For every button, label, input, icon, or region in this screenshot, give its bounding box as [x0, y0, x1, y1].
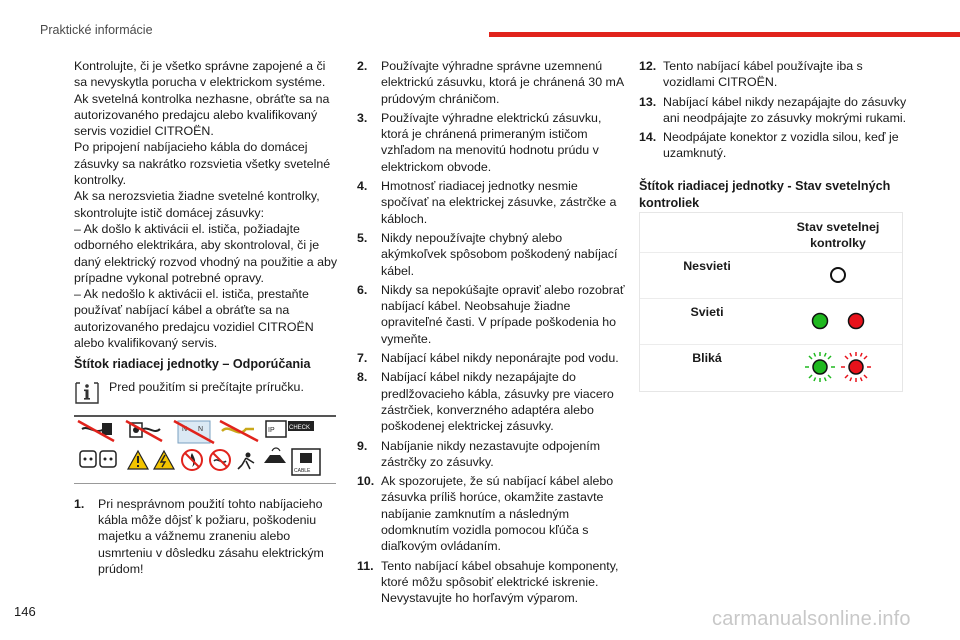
list-number: 10.: [357, 474, 375, 489]
list-item: [357, 438, 625, 471]
list-item: [357, 178, 625, 227]
list-number: 7.: [357, 351, 368, 366]
no-extension-cord-icon: [78, 421, 114, 441]
column-3: [639, 58, 907, 212]
table-header-status: Stav svetelnej kontrolky: [796, 220, 880, 250]
section-heading-indicator-status: Štítok riadiacej jednotky - Stav svetelných kontroliek: [639, 178, 891, 210]
label-letter-n1: N: [182, 425, 188, 433]
list-item: [639, 129, 907, 162]
list-text: Hmotnosť riadiacej jednotky nesmie spočívať na elektrickej zásuvke, zástrčke a kábloch.: [381, 179, 617, 226]
indicator-blinking-icon: [774, 345, 902, 391]
list-number: 13.: [639, 94, 657, 109]
list-text: Ak spozorujete, že sú nabíjací kábel alebo zásuvka príliš horúce, okamžite zastavte nabíjanie zamknutím a následným odomknutím vozidla pomocou kľúča s diaľkovým ovládaním.: [381, 474, 614, 554]
list-text: Nikdy nepoužívajte chybný alebo akýmkoľvek spôsobom poškodený nabíjací kábel.: [381, 230, 618, 278]
list-number: 9.: [357, 438, 368, 453]
socket-icon: [80, 451, 116, 467]
no-fire-icon: [182, 450, 202, 470]
paragraph: Kontrolujte, či je všetko správne zapojené a či sa nevyskytla porucha v elektrickom systéme.: [74, 59, 326, 90]
header-accent-bar: [489, 32, 960, 37]
table-row-blinking: [640, 344, 902, 391]
list-text: Nikdy sa nepokúšajte opraviť alebo rozobrať nabíjací kábel. Neobsahuje žiadne opraviteľné časti. V prípade poškodenia ho vymeňte.: [381, 282, 625, 346]
list-item: [639, 94, 907, 127]
control-unit-label-symbols: [74, 415, 336, 484]
list-item: [357, 110, 625, 175]
list-text: Tento nabíjací kábel používajte iba s vozidlami CITROËN.: [663, 59, 863, 90]
list-number: 14.: [639, 130, 657, 145]
list-number: 11.: [357, 558, 374, 573]
no-cable-pull-icon: [220, 421, 258, 441]
paragraph: – Ak nedošlo k aktivácii el. ističa, prestaňte používať nabíjací kábel a obráťte sa na autorizovaného predajcu vozidiel CITROËN alebo kvalifikovaný servis.: [74, 287, 314, 351]
row-label: Nesvieti: [683, 259, 731, 273]
list-text: Nabíjací kábel nikdy neponárajte pod vodu.: [381, 351, 619, 366]
warning-triangle-icon: [128, 451, 148, 469]
row-label: Svieti: [690, 305, 724, 319]
table-row-off: [640, 252, 902, 298]
list-number: 2.: [357, 59, 368, 73]
no-vehicle-crush-icon: [264, 448, 286, 463]
running-header: Praktické informácie: [40, 23, 153, 37]
list-item: [74, 496, 340, 577]
list-item: [357, 369, 625, 434]
paragraph: Po pripojení nabíjacieho kábla do domácej zásuvky sa nakrátko rozsvietia všetky svetelné kontrolky.: [74, 140, 331, 188]
note-text: Pred použitím si prečítajte príručku.: [109, 379, 304, 394]
ip-check-icon: [266, 421, 314, 437]
label-letter-check: CHECK: [289, 424, 311, 431]
manual-note: [74, 379, 340, 405]
row-label: Bliká: [692, 351, 722, 365]
column-1: [74, 58, 340, 580]
row-indicator: [774, 299, 902, 344]
paragraph: – Ak došlo k aktivácii el. ističa, požiadajte odborného elektrikára, aby skontroloval, či je daný elektrický rozvod vhodný na použitie a aby prípadne vykonal potrebné opravy.: [74, 221, 338, 285]
page-number: 146: [14, 604, 36, 619]
electric-hazard-icon: [154, 451, 174, 469]
list-text: Neodpájate konektor z vozidla silou, keď je uzamknutý.: [663, 130, 899, 161]
list-number: 12.: [639, 59, 657, 73]
list-text: Nabíjanie nikdy nezastavujte odpojením zástrčky zo zásuvky.: [381, 438, 601, 469]
row-indicator: [774, 253, 902, 298]
cable-handling-icon: [292, 449, 320, 475]
list-item: [639, 58, 907, 91]
list-item: [357, 230, 625, 279]
list-text: Používajte výhradne správne uzemnenú elektrickú zásuvku, ktorá je chránená 30 mA prúdovým chráničom.: [381, 59, 624, 106]
column-2: [357, 58, 625, 610]
list-text: Nabíjací kábel nikdy nezapájajte do zásuvky ani neodpájajte zo zásuvky mokrými rukami.: [663, 94, 907, 125]
indicator-status-table: [639, 212, 903, 392]
paragraph: Ak svetelná kontrolka nezhasne, obráťte sa na autorizovaného predajcu alebo kvalifikovaný servis vozidiel CITROËN.: [74, 91, 330, 139]
list-item: [357, 282, 625, 347]
indicator-on-icon: [774, 299, 902, 344]
label-letter-ip: IP: [268, 426, 275, 434]
read-manual-icon: [74, 379, 100, 405]
no-water-icon: [210, 450, 230, 470]
no-wet-handling-icon: [174, 421, 214, 443]
no-adapter-icon: [126, 421, 162, 441]
list-number: 6.: [357, 282, 368, 297]
list-item: [357, 58, 625, 107]
list-number: 5.: [357, 230, 368, 245]
list-item: [357, 350, 625, 366]
label-symbols-graphic: [74, 417, 336, 483]
section-heading-recommendations: Štítok riadiacej jednotky – Odporúčania: [74, 357, 311, 372]
label-letter-n2: N: [198, 425, 204, 433]
list-text: Nabíjací kábel nikdy nezapájajte do predlžovacieho kábla, zásuvky pre viacero zástrčiek, konverzného adaptéra alebo poškodenej elektrickej zásuvky.: [381, 370, 614, 434]
list-number: 4.: [357, 179, 368, 194]
no-trip-icon: [238, 452, 254, 469]
list-text: Pri nesprávnom použití tohto nabíjacieho kábla môže dôjsť k požiaru, poškodeniu majetku a vážnemu zraneniu alebo usmrteniu v dôsledku zásahu elektrickým prúdom!: [98, 496, 324, 576]
list-item: [357, 473, 625, 554]
paragraph: Ak sa nerozsvietia žiadne svetelné kontrolky, skontrolujte istič domácej zásuvky:: [74, 189, 320, 220]
label-letter-cable: CABLE: [294, 467, 311, 474]
list-number: 3.: [357, 110, 368, 125]
watermark: carmanualsonline.info: [712, 608, 911, 630]
list-item: [357, 558, 625, 607]
list-number: 8.: [357, 370, 368, 385]
list-text: Tento nabíjací kábel obsahuje komponenty, ktoré môžu spôsobiť elektrické iskrenie. Nevystavujte ho horľavým výparom.: [381, 558, 619, 606]
table-row-on: [640, 298, 902, 344]
row-indicator: [774, 345, 902, 391]
list-number: 1.: [74, 496, 85, 511]
indicator-off-icon: [774, 253, 902, 298]
list-text: Používajte výhradne elektrickú zásuvku, ktorá je chránená primeraným ističom vzhľadom na menovitú hodnotu prúdu v elektrickom obvode.: [381, 110, 602, 174]
